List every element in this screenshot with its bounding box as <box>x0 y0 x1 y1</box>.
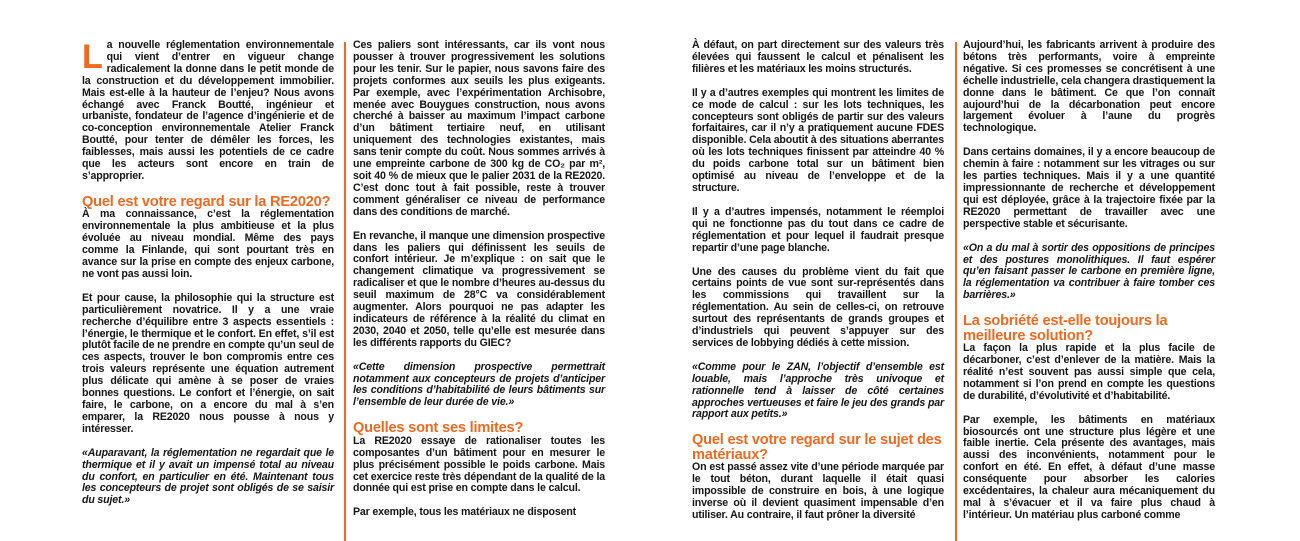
pull-quote: «Auparavant, la réglementation ne regardait que le thermique et il y avait un impensé total au niveau du confort, en particulier en été. Maintenant tous les concepteurs de projet sont obligés de se saisir du sujet.» <box>82 446 334 507</box>
column-rule-left <box>344 42 346 541</box>
heading-limits: Quelles sont ses limites? <box>353 420 524 437</box>
paragraph: Par exemple, tous les matériaux ne disposent <box>353 506 577 519</box>
paragraph: Aujourd’hui, les fabricants arrivent à produire des bétons très performants, voire à empreinte négative. Si ces promesses se concrétisent à une échelle industrielle, cela changera drastiquement la donne dans le bâtiment. Ce que l’on connaît aujourd’hui de la décarbonation peut encore largement évoluer à l’aune du progrès technologique. <box>963 39 1215 135</box>
paragraph: La RE2020 essaye de rationaliser toutes les composantes d’un bâtiment pour en mesurer le plus précisément possible le poids carbone. Mais cet exercice reste très dépendant de la qualité de la donnée qui est prise en compte dans le calcul. <box>353 434 605 495</box>
column-2 <box>353 40 605 531</box>
paragraph: Dans certains domaines, il y a encore beaucoup de chemin à faire : notamment sur les vitrages ou sur les parties techniques. Mais il y a une quantité impressionnante de recherche et développement qui est déployée, grâce à la trajectoire fixée par la RE2020 permettant de travailler avec une perspective stable et sécurisante. <box>963 146 1215 230</box>
paragraph: Une des causes du problème vient du fait que certains points de vue sont sur-représentés dans les commissions qui travaillent sur la réglementation. Au sein de celles-ci, on retrouve surtout des représentants de grands groupes et d’industriels qui peuvent s’appuyer sur des services de lobbying dédiés à cette mission. <box>692 265 944 349</box>
column-3 <box>692 40 944 534</box>
intro-text: a nouvelle réglementation environnementale qui vient d’entrer en vigueur change radicalement la donne dans le petit monde de la construction et du développement immobilier. Mais est-elle à la hauteur de l’enjeu? Nous avons échangé avec Franck Boutté, ingénieur et urbaniste, fondateur de l’agence d’ingénierie et de co-conception environnementale Atelier Franck Boutté, pour tenter de démêler les forces, les faiblesses, mais aussi les potentiels de ce cadre que les acteurs sont encore en train de s’approprier. <box>82 39 334 182</box>
paragraph: En revanche, il manque une dimension prospective dans les paliers qui définissent les seuils de confort intérieur. Je m’explique : on sait que le changement climatique va progressivement se radicaliser et que le nombre d’heures au-dessus du seuil maximum de 28°C va considérablement augmenter. Alors pourquoi ne pas adapter les indicateurs de référence à la réalité du climat en 2030, 2040 et 2050, telle qu’elle est mesurée dans les différents rapports du GIEC? <box>353 229 605 349</box>
paragraph: Il y a d’autres exemples qui montrent les limites de ce mode de calcul : sur les lots techniques, les concepteurs sont obligés de partir sur des valeurs forfaitaires, car il n’y a pratiquement aucune FDES disponible. Cela aboutit à des situations aberrantes où les lots techniques finissent par atteindre 40 % du poids carbone total sur un bâtiment bien optimisé au niveau de l’enveloppe et de la structure. <box>692 86 944 194</box>
pull-quote: «On a du mal à sortir des oppositions de principes et des postures monolithiques. Il faut espérer qu’en faisant passer le carbone en première ligne, la réglementation va contribuer à faire tomber ces barrières.» <box>963 241 1215 302</box>
paragraph: On est passé assez vite d’une période marquée par le tout béton, durant laquelle il était quasi impossible de construire en bois, à une logique inverse où il devient quasiment impensable d’en utiliser. Au contraire, il faut prôner la diversité <box>692 461 944 521</box>
paragraph: À défaut, on part directement sur des valeurs très élevées qui faussent le calcul et pénalisent les filières et les matériaux les moins structurés. <box>692 39 944 75</box>
pull-quote: «Comme pour le ZAN, l’objectif d’ensemble est louable, mais l’approche très univoque et rationnelle tend à laisser de côté certaines approches vertueuses et faire le jeu des grands par rapport aux petits.» <box>692 360 944 421</box>
column-1 <box>82 40 334 519</box>
paragraph: À ma connaissance, c’est la réglementation environnementale la plus ambitieuse et la plus évoluée au niveau mondial. Même des pays comme la Finlande, qui sont pourtant très en avance sur la prise en compte des enjeux carbone, ne vont pas aussi loin. <box>82 208 334 280</box>
paragraph: Et pour cause, la philosophie qui la structure est particulièrement novatrice. Il y a une vraie recherche d’équilibre entre 3 aspects essentiels : l’énergie, le thermique et le confort. En effet, s’il est plutôt facile de ne prendre en compte qu’un seul de ces aspects, trouver le bon compromis entre ces trois valeurs représente une équation autrement plus délicate qui amène à se poser de vraies bonnes questions. Le confort et l’énergie, on sait faire, le carbone, on a encore du mal à s’en emparer, la RE2020 nous pousse à nous y intéresser. <box>82 291 334 435</box>
pull-quote: «Cette dimension prospective permettrait notamment aux concepteurs de projets d’anticiper les conditions d’habitabilité de leurs bâtiments sur l’ensemble de leur durée de vie.» <box>353 360 605 409</box>
paragraph: Ces paliers sont intéressants, car ils vont nous pousser à trouver progressivement les solutions pour les tenir. Sur le papier, nous savons faire des projets conformes aux seuils les plus exigeants. Par exemple, avec l’expérimentation Archisobre, menée avec Bouygues construction, nous avons cherché à baisser au maximum l’impact carbone d’un bâtiment tertiaire neuf, en utilisant uniquement des technologies existantes, mais sans tenir compte du coût. Nous sommes arrivés à une empreinte carbone de 300 kg de CO₂ par m², soit 40 % de mieux que le palier 2031 de la RE2020. C’est donc tout à fait possible, reste à trouver comment généraliser ce niveau de performance dans des conditions de marché. <box>353 39 605 218</box>
paragraph: Par exemple, les bâtiments en matériaux biosourcés ont une structure plus légère et une faible inertie. Cela présente des avantages, mais aussi des inconvénients, notamment pour le confort en été. En effet, à défaut d’une masse conséquente pour absorber les calories excédentaires, la chaleur aura mécaniquement du mal à s’évacuer et il va faire plus chaud à l’intérieur. Un matériau plus carboné comme <box>963 413 1215 521</box>
paragraph: La façon la plus rapide et la plus facile de décarboner, c’est d’enlever de la matière. Mais la réalité n’est souvent pas aussi simple que cela, notamment si l’on prend en compte les questions de durabilité, d’évolutivité et d’habitabilité. <box>963 342 1215 402</box>
heading-re2020: Quel est votre regard sur la RE2020? <box>82 193 331 210</box>
heading-materials: Quel est votre regard sur le sujet des matériaux? <box>692 432 942 463</box>
heading-sobriety: La sobriété est-elle toujours la meilleure solution? <box>963 313 1168 344</box>
intro-paragraph <box>82 40 334 183</box>
paragraph: Il y a d’autres impensés, notamment le réemploi qui ne fonctionne pas du tout dans ce cadre de réglementation et pour lequel il faudrait presque repartir d’une page blanche. <box>692 205 944 254</box>
column-rule-right <box>955 42 957 541</box>
column-4 <box>963 40 1215 534</box>
drop-cap: L <box>82 38 103 76</box>
